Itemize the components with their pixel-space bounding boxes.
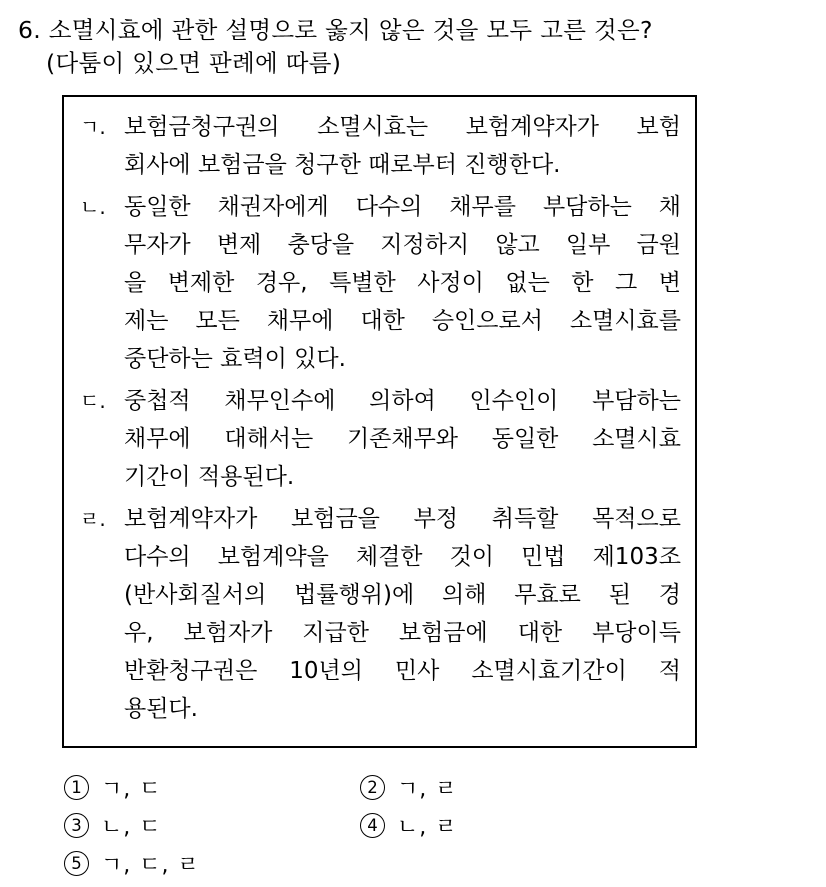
statement-word: 동일한 — [491, 426, 559, 452]
statement-word: 민법 — [521, 544, 566, 570]
statement-line — [124, 538, 681, 576]
statement-line — [124, 420, 681, 458]
answer-choice-1[interactable] — [64, 768, 162, 806]
statement-word: 없는 — [505, 270, 550, 296]
statement-line — [124, 302, 681, 340]
statement-word: 소멸시효는 — [317, 114, 429, 140]
statement-word: 변제한 — [167, 270, 235, 296]
statement-item — [80, 108, 681, 184]
statement-word: 충당을 — [287, 232, 355, 258]
statement-word: 변 — [658, 270, 681, 296]
statement-line: 중단하는 효력이 있다. — [124, 346, 346, 372]
statement-word: 체결한 — [355, 544, 423, 570]
choice-row — [64, 806, 764, 844]
statement-word: 반환청구권은 — [124, 658, 258, 684]
answer-choice-2[interactable] — [360, 768, 458, 806]
choice-number-badge: 5 — [64, 851, 89, 876]
statement-word: 보험계약을 — [217, 544, 329, 570]
statement-word: 다수의 — [124, 544, 191, 570]
statement-word: 채 — [658, 194, 681, 220]
statement-word: 중첩적 — [124, 388, 191, 414]
statement-text — [124, 188, 681, 378]
statement-word: 무자가 — [124, 232, 191, 258]
statement-word: 보험 — [636, 114, 681, 140]
statement-word: 법률행위)에 — [294, 582, 415, 608]
statement-word: 보험자가 — [183, 620, 273, 646]
choice-number-badge: 3 — [64, 813, 89, 838]
statement-word: 기존채무와 — [346, 426, 459, 452]
choice-number-badge: 4 — [360, 813, 385, 838]
statement-word: 무효로 — [514, 582, 581, 608]
statement-word: 부담하는 — [542, 194, 632, 220]
statement-word: (반사회질서의 — [124, 582, 267, 608]
statement-word: 보험금을 — [291, 506, 380, 532]
statement-marker: ㄷ. — [80, 389, 106, 413]
statement-word: 10년의 — [289, 658, 363, 684]
statement-word: 채무인수에 — [224, 388, 336, 414]
statement-item — [80, 188, 681, 378]
statement-line — [124, 652, 681, 690]
statement-text — [124, 108, 681, 184]
question-stem — [18, 14, 808, 80]
statement-word: 취득할 — [491, 506, 559, 532]
statement-line: 기간이 적용된다. — [124, 464, 295, 490]
statement-marker: ㄴ. — [80, 195, 106, 219]
answer-choice-5[interactable] — [64, 844, 200, 882]
statement-word: 그 — [614, 270, 638, 296]
statement-word: 다수의 — [355, 194, 423, 220]
statement-word: 제는 — [124, 308, 169, 334]
statement-word: 승인으로서 — [431, 308, 543, 334]
statement-word: 채무를 — [449, 194, 516, 220]
question-stem-line-2: (다툼이 있으면 판례에 따름) — [46, 49, 342, 77]
statement-word: 경우, — [255, 270, 308, 296]
statement-word: 인수인이 — [469, 388, 559, 414]
statement-text — [124, 382, 681, 496]
statement-marker: ㄱ. — [80, 115, 106, 139]
statement-word: 특별한 — [329, 270, 396, 296]
statement-word: 모든 — [195, 308, 240, 334]
statement-word: 변제 — [216, 232, 262, 258]
question-stem-line-1: 6. 소멸시효에 관한 설명으로 옳지 않은 것을 모두 고른 것은? — [18, 16, 653, 44]
statement-line — [124, 614, 681, 652]
statement-word: 일부 — [565, 232, 611, 258]
answer-choice-4[interactable] — [360, 806, 458, 844]
statement-word: 사정이 — [417, 270, 484, 296]
statement-word: 보험계약자가 — [465, 114, 599, 140]
statement-word: 민사 — [394, 658, 440, 684]
statement-word: 채무에 — [266, 308, 334, 334]
statement-word: 보험계약자가 — [124, 506, 258, 532]
statement-word: 대해서는 — [224, 426, 314, 452]
statement-word: 목적으로 — [592, 506, 681, 532]
statement-word: 보험금청구권의 — [124, 114, 280, 140]
statement-line — [124, 382, 681, 420]
statement-word: 적 — [658, 658, 681, 684]
statement-word: 대한 — [360, 308, 405, 334]
statement-word: 않고 — [495, 232, 540, 258]
statement-line: 용된다. — [124, 696, 198, 722]
choice-label: ㄴ, ㄹ — [397, 814, 458, 840]
choice-row — [64, 768, 764, 806]
statement-word: 것이 — [449, 544, 495, 570]
statement-line — [124, 500, 681, 538]
statement-item — [80, 382, 681, 496]
statement-word: 한 — [571, 270, 594, 296]
statement-word: 된 — [608, 582, 631, 608]
statement-item — [80, 500, 681, 728]
statement-word: 의해 — [441, 582, 487, 608]
statement-box — [62, 95, 697, 748]
statement-word: 제103조 — [592, 544, 681, 570]
statement-line — [124, 108, 681, 146]
statement-word: 소멸시효 — [592, 426, 681, 452]
choice-label: ㄱ, ㄷ — [101, 776, 162, 802]
answer-choices — [64, 768, 764, 882]
statement-word: 지급한 — [302, 620, 369, 646]
statement-word: 경 — [658, 582, 681, 608]
choice-row — [64, 844, 764, 882]
statement-text — [124, 500, 681, 728]
choice-number-badge: 2 — [360, 775, 385, 800]
statement-word: 지정하지 — [380, 232, 470, 258]
statement-word: 부당이득 — [592, 620, 681, 646]
statement-line: 회사에 보험금을 청구한 때로부터 진행한다. — [124, 152, 561, 178]
choice-label: ㄱ, ㄹ — [397, 776, 458, 802]
statement-line — [124, 264, 681, 302]
statement-line — [124, 576, 681, 614]
statement-word: 의하여 — [369, 388, 436, 414]
statement-word: 금원 — [636, 232, 681, 258]
choice-label: ㄱ, ㄷ, ㄹ — [101, 852, 200, 878]
statement-line — [124, 226, 681, 264]
statement-word: 부정 — [413, 506, 459, 532]
statement-marker: ㄹ. — [80, 507, 106, 531]
statement-word: 채권자에게 — [217, 194, 329, 220]
statement-word: 대한 — [517, 620, 563, 646]
statement-word: 을 — [124, 270, 147, 296]
choice-number-badge: 1 — [64, 775, 89, 800]
statement-word: 동일한 — [124, 194, 191, 220]
statement-word: 소멸시효를 — [569, 308, 681, 334]
statement-word: 부담하는 — [592, 388, 681, 414]
statement-word: 채무에 — [124, 426, 191, 452]
statement-word: 소멸시효기간이 — [471, 658, 627, 684]
statement-list — [80, 108, 681, 728]
answer-choice-3[interactable] — [64, 806, 162, 844]
statement-line — [124, 188, 681, 226]
choice-label: ㄴ, ㄷ — [101, 814, 162, 840]
statement-word: 우, — [124, 620, 154, 646]
statement-word: 보험금에 — [398, 620, 488, 646]
